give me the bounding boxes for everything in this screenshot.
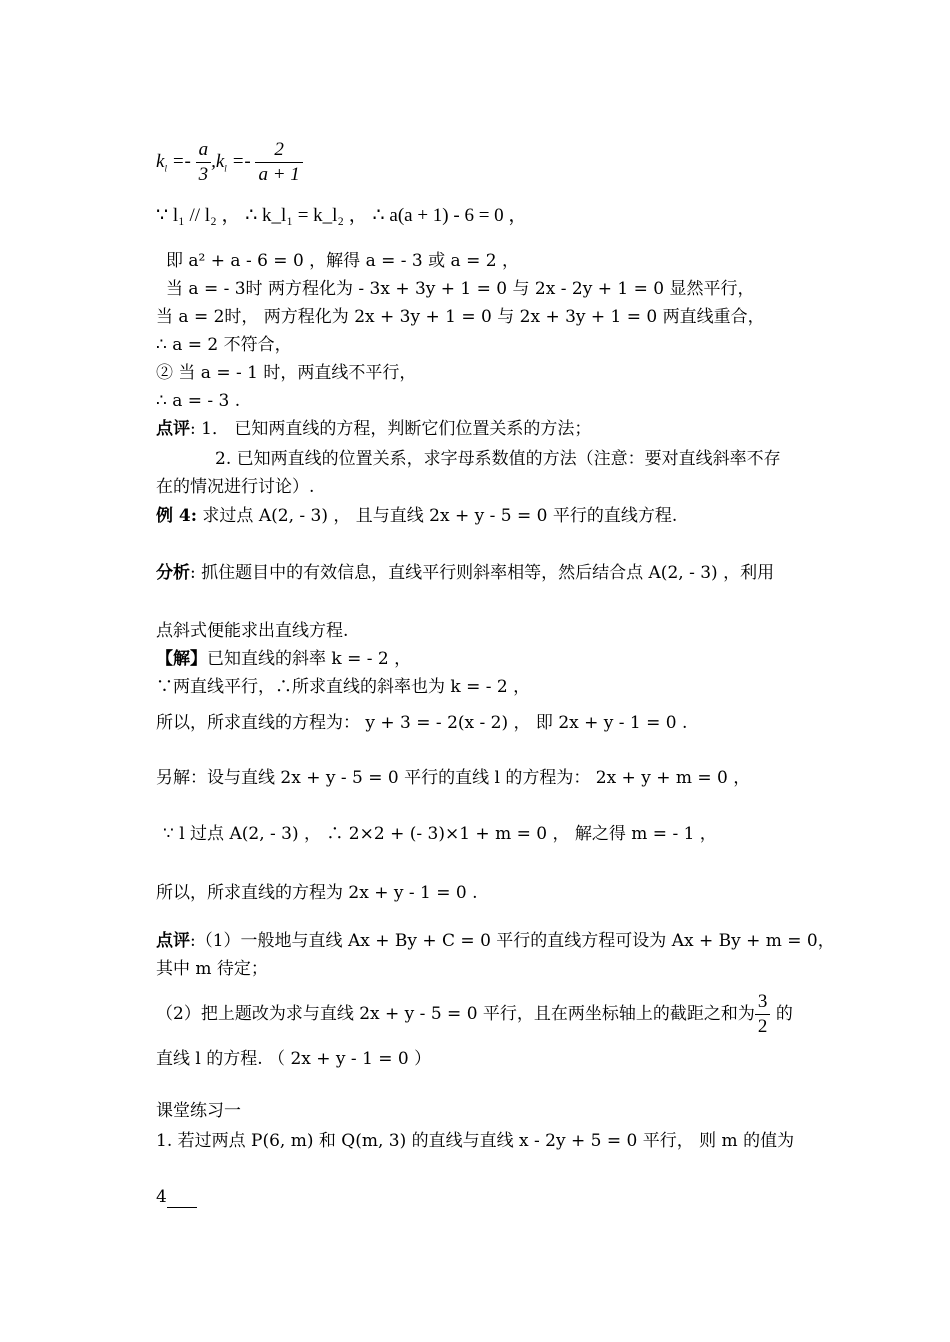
case-a-neg3: 当 a = - 3时 两方程化为 - 3x + 3y + 1 = 0 与 2x - 2y + 1 = 0 显然平行， <box>166 279 755 299</box>
fraction-denominator: 3 <box>198 164 209 185</box>
slope-expressions <box>156 138 303 187</box>
comment2-1 <box>156 930 835 952</box>
slope-k1: k <box>156 150 165 172</box>
fraction-numerator: 2 <box>255 138 302 163</box>
comment2-3-suffix: 的 <box>770 1004 793 1024</box>
slope-k2: k <box>215 150 225 172</box>
analysis-2: 点斜式便能求出直线方程. <box>156 621 349 641</box>
example-4 <box>156 505 677 527</box>
conclusion-a-neg3: ∴ a = - 3 . <box>156 391 241 411</box>
fraction-2-over-a-plus-1 <box>255 138 302 187</box>
comment2-3 <box>156 990 793 1039</box>
equals-minus: =- <box>166 150 196 172</box>
reject-a-2: ∴ a = 2 不符合， <box>156 335 292 355</box>
equals-minus: =- <box>226 150 256 172</box>
practice-answer <box>156 1186 197 1208</box>
subscript-l2: l <box>224 163 227 174</box>
alternative-3: 所以，所求直线的方程为 2x + y - 1 = 0 . <box>156 883 478 903</box>
solution-label: 【解】 <box>156 649 207 669</box>
comment2-3-text: （2）把上题改为求与直线 2x + y - 5 = 0 平行，且在两坐标轴上的截距之和为 <box>156 1004 755 1024</box>
solution-2: ∵两直线平行，∴所求直线的斜率也为 k = - 2 ， <box>156 677 531 697</box>
solution-3: 所以，所求直线的方程为： y + 3 = - 2(x - 2) ， 即 2x + y - 1 = 0 . <box>156 713 688 733</box>
solution-1 <box>156 648 411 670</box>
fraction-numerator: a <box>196 138 212 163</box>
comment-2b: 在的情况进行讨论）. <box>156 477 315 497</box>
comment2-4: 直线 l 的方程. （ 2x + y - 1 = 0 ） <box>156 1049 432 1069</box>
analysis-text: : 抓住题目中的有效信息，直线平行则斜率相等，然后结合点 A(2, - 3) ，利用 <box>190 563 775 583</box>
subscript-l1: l <box>164 163 167 174</box>
alternative-2: ∵ l 过点 A(2, - 3) ， ∴ 2×2 + (- 3)×1 + m = 0 ， 解之得 m = - 1 ， <box>163 824 717 844</box>
comment2-2: 其中 m 待定； <box>156 959 268 979</box>
fraction-3-over-2 <box>755 990 771 1039</box>
case-a-neg1: ② 当 a = - 1 时，两直线不平行， <box>156 363 417 383</box>
solve-equation: 即 a² + a - 6 = 0 ，解得 a = - 3 或 a = 2 ， <box>166 251 519 271</box>
alternative-1: 另解：设与直线 2x + y - 5 = 0 平行的直线 l 的方程为： 2x + y + m = 0 ， <box>156 768 751 788</box>
example-text: 求过点 A(2, - 3) ， 且与直线 2x + y - 5 = 0 平行的直线方程. <box>197 506 678 526</box>
comment-1 <box>156 418 591 440</box>
comment2-label: 点评 <box>156 931 190 951</box>
comment2-text: :（1）一般地与直线 Ax + By + C = 0 平行的直线方程可设为 Ax + By + m = 0， <box>190 931 835 951</box>
comment-text: : 1． 已知两直线的方程，判断它们位置关系的方法； <box>190 419 592 439</box>
comma: , <box>211 150 216 172</box>
example-label: 例 4: <box>156 506 198 526</box>
case-a-2: 当 a = 2时， 两方程化为 2x + 3y + 1 = 0 与 2x + 3y + 1 = 0 两直线重合， <box>156 307 765 327</box>
answer-value: 4 <box>156 1187 167 1207</box>
analysis-label: 分析 <box>156 563 190 583</box>
practice-title: 课堂练习一 <box>156 1101 241 1121</box>
fraction-denominator: a + 1 <box>258 164 300 185</box>
analysis-1 <box>156 562 774 584</box>
fraction-a-over-3 <box>196 138 212 187</box>
fraction-numerator: 3 <box>755 990 771 1015</box>
fraction-denominator: 2 <box>757 1016 768 1037</box>
practice-1: 1. 若过两点 P(6, m) 和 Q(m, 3) 的直线与直线 x - 2y + 5 = 0 平行， 则 m 的值为 <box>156 1131 795 1151</box>
comment-label: 点评 <box>156 419 190 439</box>
comment-2a: 2. 已知两直线的位置关系，求字母系数值的方法（注意：要对直线斜率不存 <box>215 449 781 469</box>
solution-text: 已知直线的斜率 k = - 2 ， <box>207 649 412 669</box>
answer-underline <box>167 1189 197 1208</box>
parallel-condition: ∵ l₁ // l₂ ， ∴ k_l₁ = k_l₂ ， ∴ a(a + 1) - 6 = 0 ， <box>156 205 528 226</box>
